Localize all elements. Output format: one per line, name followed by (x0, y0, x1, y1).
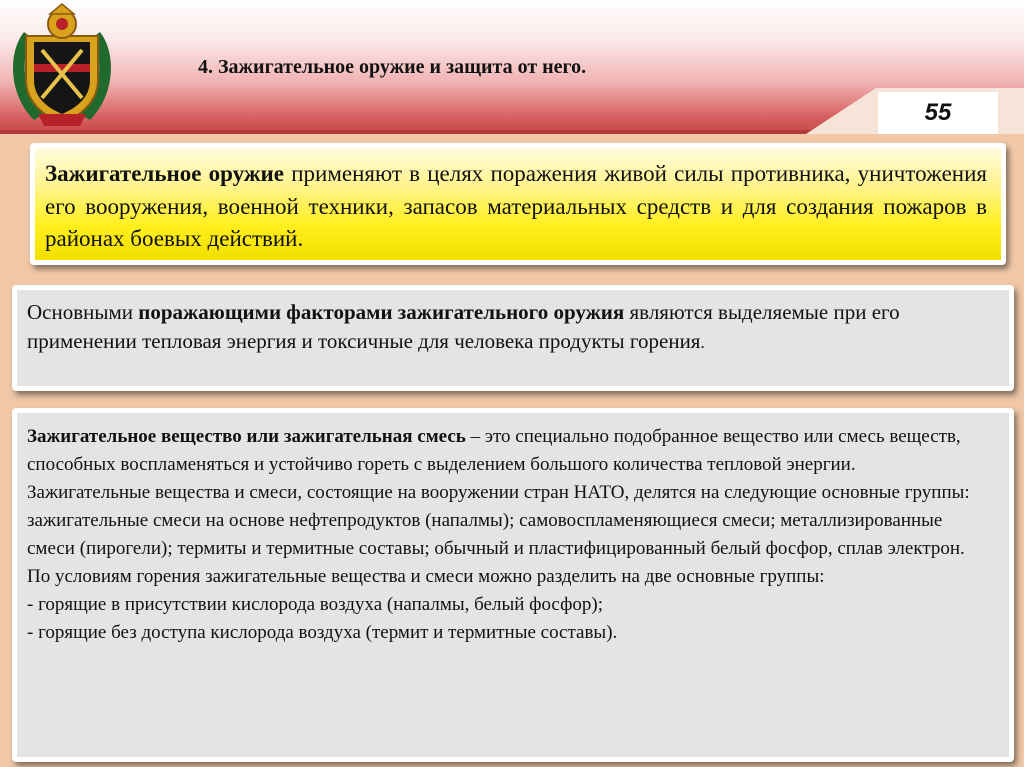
page-number: 55 (924, 99, 952, 126)
factors-paragraph (27, 298, 997, 357)
factors-prefix: Основными (27, 300, 139, 324)
factors-term: поражающими факторами зажигательного оружия (138, 300, 625, 324)
intro-paragraph (45, 158, 987, 256)
intro-term: Зажигательное оружие (45, 161, 284, 186)
factors-text: являются выделяемые при его применении тепловая энергия и токсичные для человека продукты горения (27, 300, 900, 353)
intro-text: применяют в целях поражения живой силы противника, уничтожения его вооружения, военной техники, запасов материальных средств и для создания пожаров в районах боевых действий. (45, 161, 988, 251)
definition-paragraph (27, 423, 995, 479)
damaging-factors-box (12, 285, 1014, 391)
combustion-groups-paragraph: По условиям горения зажигательные вещества и смеси можно разделить на две основные группы: (27, 566, 825, 587)
military-academy-emblem-icon (4, 2, 120, 132)
slide-title: 4. Зажигательное оружие и защита от него. (198, 56, 587, 78)
incendiary-weapon-intro-box (30, 143, 1006, 265)
incendiary-substance-definition-box (12, 408, 1014, 762)
nato-groups-paragraph: Зажигательные вещества и смеси, состоящие на вооружении стран НАТО, делятся на следующие основные группы: зажигательные смеси на основе нефтепродуктов (напалмы); самовоспламеняющиеся смеси; металлизированные смеси (пирогели); термиты и термитные составы; обычный и пластифицированный белый фосфор, сплав электрон. (27, 482, 970, 559)
definition-text: – это специально подобранное вещество или смесь веществ, способных воспламеняться и устойчиво гореть с выделением большого количества тепловой энергии. (27, 426, 961, 475)
combustion-group-item: - горящие в присутствии кислорода воздуха (напалмы, белый фосфор); (27, 594, 604, 615)
factors-suffix: . (700, 333, 705, 352)
combustion-group-item: - горящие без доступа кислорода воздуха (термит и термитные составы). (27, 622, 618, 643)
definition-term: Зажигательное вещество или зажигательная смесь (27, 426, 466, 447)
